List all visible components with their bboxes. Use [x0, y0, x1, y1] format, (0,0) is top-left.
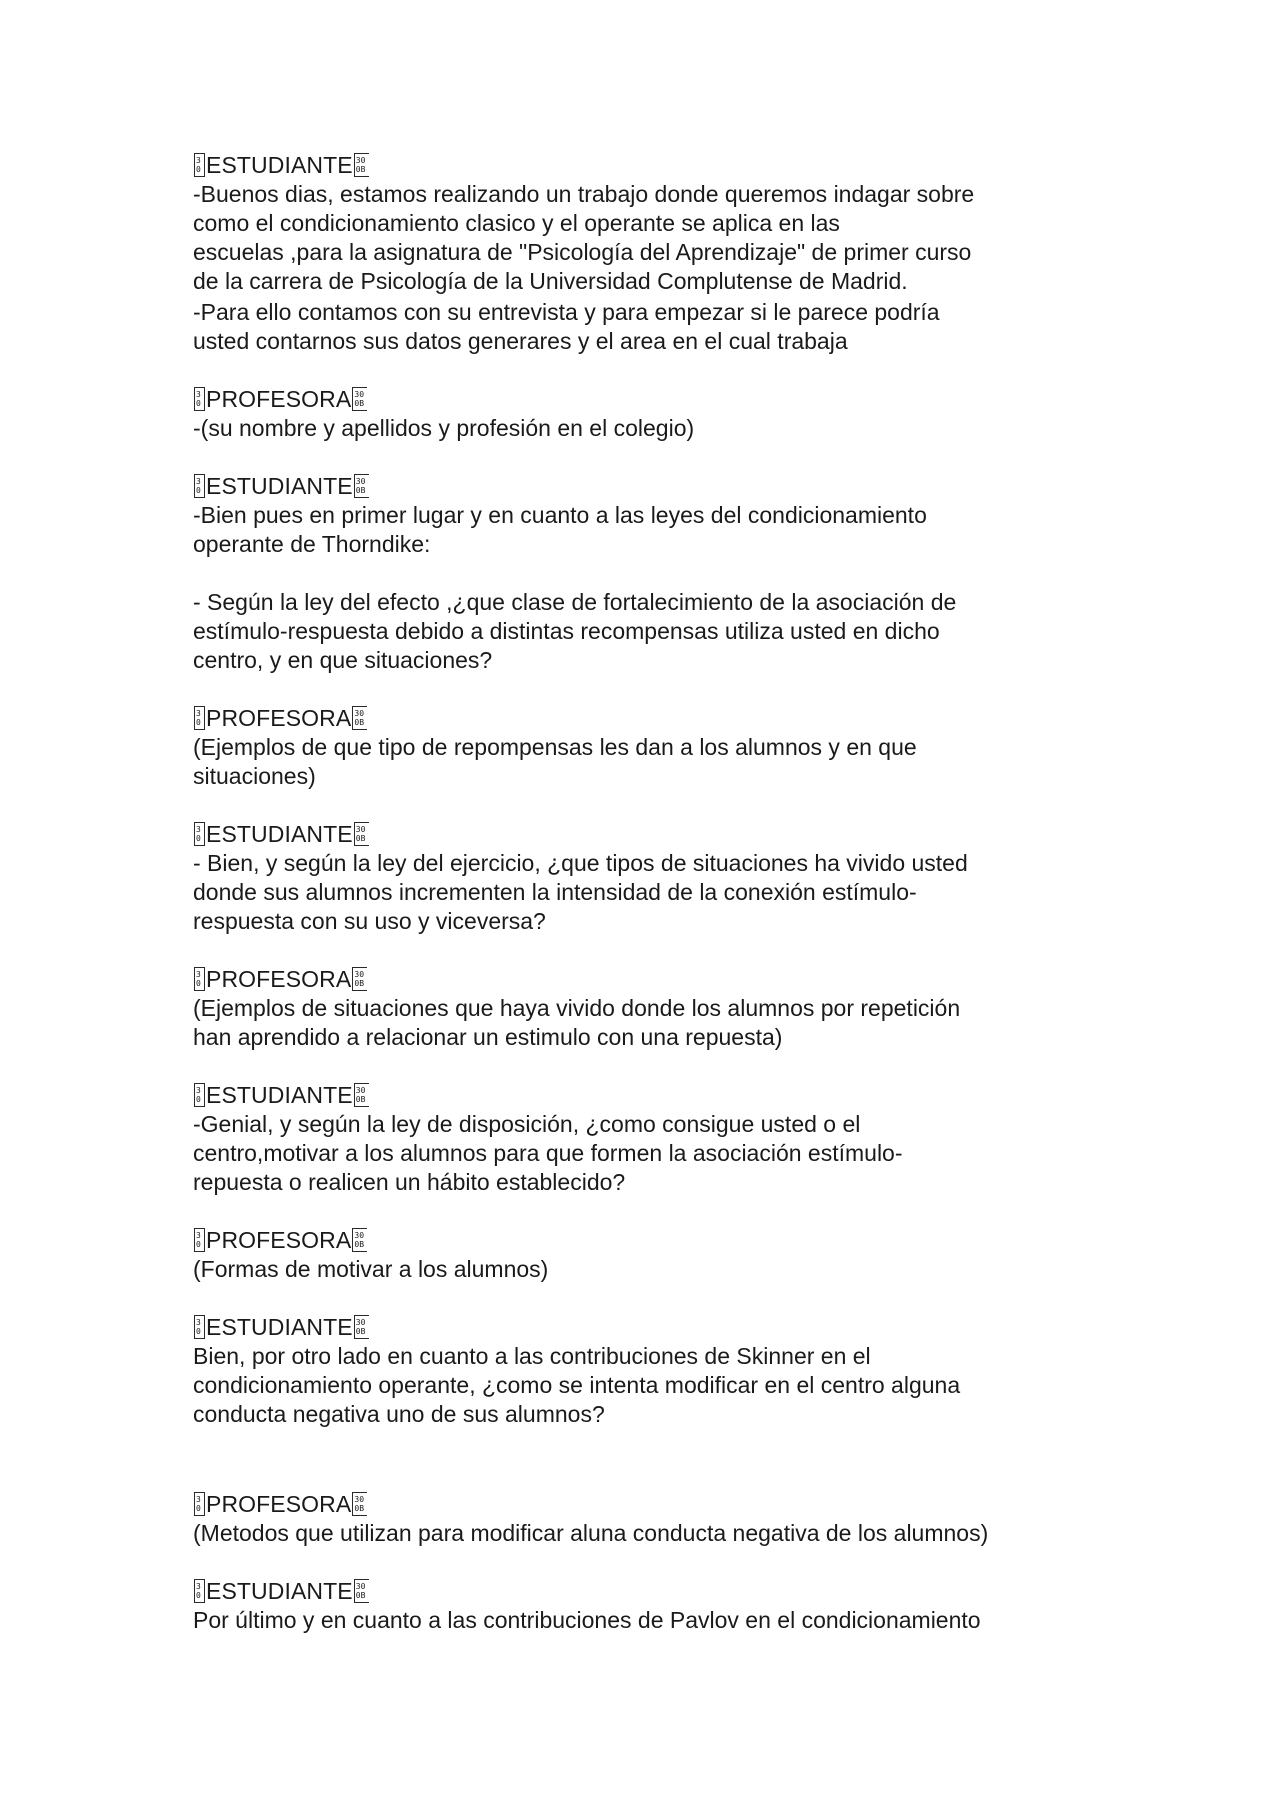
missing-glyph-open-bracket-icon: 3 0 — [194, 474, 205, 498]
speaker-heading — [193, 703, 1123, 733]
speaker-label: PROFESORA — [206, 1227, 352, 1253]
missing-glyph-close-bracket-icon: 30 0B — [352, 706, 367, 730]
dialogue-text: Bien, por otro lado en cuanto a las contribuciones de Skinner en el condicionamiento operante, ¿como se intenta modificar en el centro alguna conducta negativa uno de sus alumnos? — [193, 1343, 961, 1427]
speaker-label: PROFESORA — [206, 386, 352, 412]
dialogue-text: -Para ello contamos con su entrevista y para empezar si le parece podría usted contarnos sus datos generares y el area en el cual trabaja — [193, 299, 940, 354]
dialogue-entry-teacher — [193, 703, 1123, 791]
speaker-heading — [193, 964, 1123, 994]
dialogue-entry-student — [193, 1312, 1123, 1429]
missing-glyph-close-bracket-icon: 30 0B — [354, 153, 369, 177]
missing-glyph-open-bracket-icon: 3 0 — [194, 967, 205, 991]
speaker-label: ESTUDIANTE — [206, 1082, 353, 1108]
dialogue-entry-teacher — [193, 1225, 1123, 1284]
speaker-heading — [193, 1576, 1123, 1606]
speaker-label: PROFESORA — [206, 705, 352, 731]
speaker-label: ESTUDIANTE — [206, 152, 353, 178]
speaker-heading — [193, 150, 1123, 180]
document-page — [193, 150, 1123, 1635]
dialogue-text: -Buenos dias, estamos realizando un trabajo donde queremos indagar sobre como el condicionamiento clasico y el operante se aplica en las escuelas ,para la asignatura de "Psicología del Aprendizaje" de primer curso de la carrera de Psicología de la Universidad Complutense de Madrid. — [193, 181, 975, 294]
speaker-label: ESTUDIANTE — [206, 473, 353, 499]
missing-glyph-close-bracket-icon: 30 0B — [352, 967, 367, 991]
missing-glyph-close-bracket-icon: 30 0B — [352, 1492, 367, 1516]
dialogue-text: -Bien pues en primer lugar y en cuanto a las leyes del condicionamiento operante de Thorndike: — [193, 502, 927, 557]
speaker-heading — [193, 1489, 1123, 1519]
speaker-label: ESTUDIANTE — [206, 1578, 353, 1604]
missing-glyph-close-bracket-icon: 30 0B — [354, 1083, 369, 1107]
dialogue-text: (Metodos que utilizan para modificar aluna conducta negativa de los alumnos) — [193, 1520, 989, 1546]
missing-glyph-open-bracket-icon: 3 0 — [194, 1083, 205, 1107]
speaker-heading — [193, 819, 1123, 849]
dialogue-entry-student — [193, 819, 1123, 936]
missing-glyph-open-bracket-icon: 3 0 — [194, 1315, 205, 1339]
speaker-label: ESTUDIANTE — [206, 821, 353, 847]
missing-glyph-open-bracket-icon: 3 0 — [194, 822, 205, 846]
dialogue-entry-student — [193, 150, 1123, 356]
dialogue-entry-teacher — [193, 964, 1123, 1052]
dialogue-text: - Bien, y según la ley del ejercicio, ¿que tipos de situaciones ha vivido usted donde sus alumnos incrementen la intensidad de la conexión estímulo- respuesta con su uso y viceversa? — [193, 850, 968, 934]
dialogue-entry-teacher — [193, 384, 1123, 443]
dialogue-text: (Ejemplos de situaciones que haya vivido donde los alumnos por repetición han aprendido a relacionar un estimulo con una repuesta) — [193, 995, 961, 1050]
dialogue-entry-student — [193, 471, 1123, 675]
missing-glyph-open-bracket-icon: 3 0 — [194, 1492, 205, 1516]
speaker-heading — [193, 1312, 1123, 1342]
missing-glyph-close-bracket-icon: 30 0B — [354, 474, 369, 498]
missing-glyph-open-bracket-icon: 3 0 — [194, 706, 205, 730]
missing-glyph-close-bracket-icon: 30 0B — [354, 822, 369, 846]
dialogue-text: (Ejemplos de que tipo de repompensas les dan a los alumnos y en que situaciones) — [193, 734, 917, 789]
dialogue-text: - Según la ley del efecto ,¿que clase de fortalecimiento de la asociación de estímulo-respuesta debido a distintas recompensas utiliza usted en dicho centro, y en que situaciones? — [193, 589, 957, 673]
speaker-heading — [193, 471, 1123, 501]
missing-glyph-open-bracket-icon: 3 0 — [194, 1579, 205, 1603]
missing-glyph-close-bracket-icon: 30 0B — [352, 1228, 367, 1252]
dialogue-text: -(su nombre y apellidos y profesión en el colegio) — [193, 415, 695, 441]
dialogue-entry-student — [193, 1080, 1123, 1197]
dialogue-text: Por último y en cuanto a las contribuciones de Pavlov en el condicionamiento — [193, 1607, 981, 1633]
speaker-heading — [193, 1225, 1123, 1255]
missing-glyph-close-bracket-icon: 30 0B — [352, 387, 367, 411]
dialogue-entry-student — [193, 1576, 1123, 1635]
speaker-label: PROFESORA — [206, 1491, 352, 1517]
speaker-label: ESTUDIANTE — [206, 1314, 353, 1340]
dialogue-text: -Genial, y según la ley de disposición, ¿como consigue usted o el centro,motivar a los alumnos para que formen la asociación estímulo- repuesta o realicen un hábito establecido? — [193, 1111, 903, 1195]
missing-glyph-open-bracket-icon: 3 0 — [194, 387, 205, 411]
missing-glyph-open-bracket-icon: 3 0 — [194, 153, 205, 177]
missing-glyph-close-bracket-icon: 30 0B — [354, 1579, 369, 1603]
speaker-heading — [193, 384, 1123, 414]
missing-glyph-open-bracket-icon: 3 0 — [194, 1228, 205, 1252]
dialogue-entry-teacher — [193, 1489, 1123, 1548]
speaker-heading — [193, 1080, 1123, 1110]
dialogue-text: (Formas de motivar a los alumnos) — [193, 1256, 549, 1282]
speaker-label: PROFESORA — [206, 966, 352, 992]
missing-glyph-close-bracket-icon: 30 0B — [354, 1315, 369, 1339]
